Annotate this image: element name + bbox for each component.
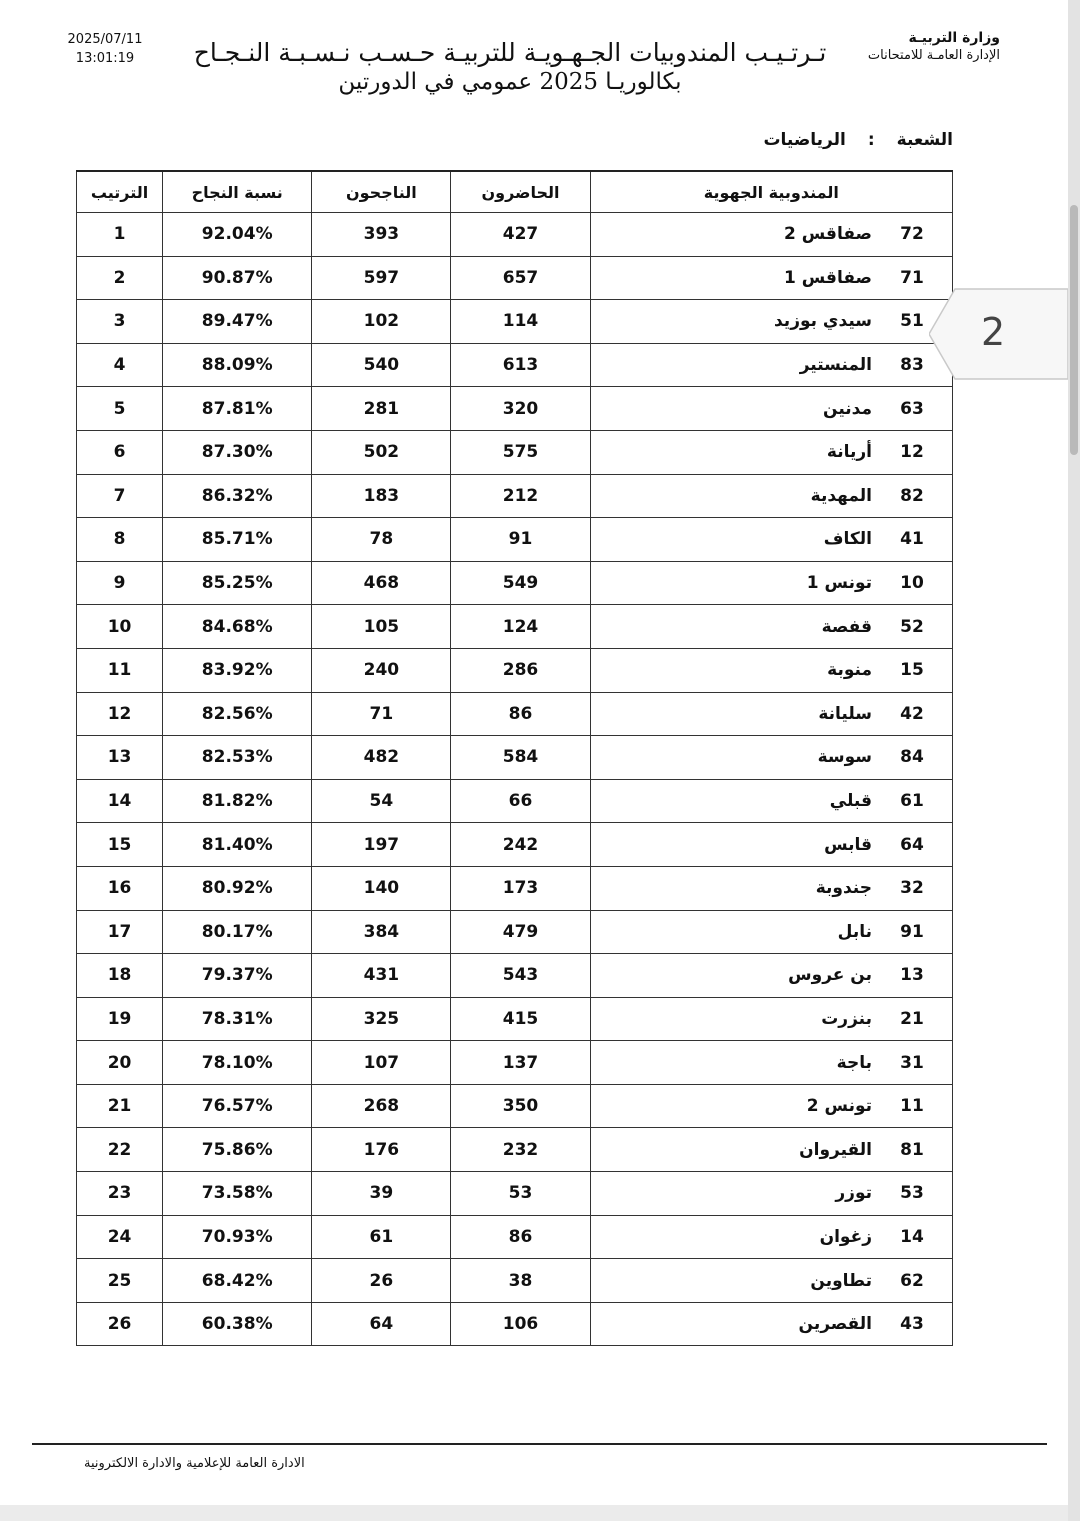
cell-region — [590, 736, 952, 780]
cell-present: 137 — [451, 1041, 590, 1085]
cell-present: 66 — [451, 779, 590, 823]
cell-region — [590, 823, 952, 867]
region-code: 62 — [900, 1270, 924, 1291]
cell-present: 584 — [451, 736, 590, 780]
region-name: المهدية — [810, 485, 872, 506]
cell-present: 173 — [451, 866, 590, 910]
table-row — [77, 1259, 953, 1303]
region-name: قابس — [824, 834, 872, 855]
cell-rank: 20 — [77, 1041, 163, 1085]
region-name: مدنين — [823, 398, 872, 419]
table-row — [77, 1215, 953, 1259]
region-name: منوبة — [827, 660, 872, 681]
cell-passed: 54 — [312, 779, 451, 823]
cell-passed: 102 — [312, 300, 451, 344]
scrollbar-thumb[interactable] — [1070, 205, 1078, 455]
table-row — [77, 736, 953, 780]
cell-rate: 90.87% — [163, 256, 312, 300]
table-row — [77, 1128, 953, 1172]
print-datetime — [60, 30, 150, 68]
region-code: 31 — [900, 1052, 924, 1073]
cell-region — [590, 692, 952, 736]
print-time: 13:01:19 — [75, 51, 135, 66]
region-name: القصرين — [798, 1314, 872, 1335]
cell-passed: 176 — [312, 1128, 451, 1172]
cell-rate: 81.40% — [163, 823, 312, 867]
cell-rank: 24 — [77, 1215, 163, 1259]
region-name: زغوان — [819, 1226, 872, 1247]
results-table — [76, 170, 953, 1346]
cell-passed: 140 — [312, 866, 451, 910]
cell-passed: 384 — [312, 910, 451, 954]
cell-rate: 82.53% — [163, 736, 312, 780]
table-row — [77, 430, 953, 474]
cell-rate: 89.47% — [163, 300, 312, 344]
cell-passed: 105 — [312, 605, 451, 649]
cell-present: 543 — [451, 954, 590, 998]
cell-rate: 76.57% — [163, 1084, 312, 1128]
region-name: بنزرت — [821, 1008, 872, 1029]
cell-passed: 468 — [312, 561, 451, 605]
cell-region — [590, 518, 952, 562]
cell-rate: 75.86% — [163, 1128, 312, 1172]
region-name: تونس 2 — [806, 1096, 872, 1117]
page-number: 2 — [981, 310, 1006, 354]
cell-present: 212 — [451, 474, 590, 518]
cell-rank: 15 — [77, 823, 163, 867]
cell-present: 320 — [451, 387, 590, 431]
cell-region — [590, 1259, 952, 1303]
table-row — [77, 605, 953, 649]
region-code: 32 — [900, 878, 924, 899]
cell-present: 53 — [451, 1172, 590, 1216]
region-name: المنستير — [799, 355, 872, 376]
cell-region — [590, 256, 952, 300]
region-name: قفصة — [821, 616, 872, 637]
region-code: 15 — [900, 660, 924, 681]
print-date: 2025/07/11 — [67, 32, 143, 47]
region-name: توزر — [835, 1183, 872, 1204]
cell-region — [590, 779, 952, 823]
cell-passed: 482 — [312, 736, 451, 780]
cell-rate: 68.42% — [163, 1259, 312, 1303]
region-name: نابل — [837, 921, 872, 942]
cell-region — [590, 605, 952, 649]
cell-passed: 281 — [312, 387, 451, 431]
cell-rank: 14 — [77, 779, 163, 823]
cell-region — [590, 1128, 952, 1172]
cell-rank: 4 — [77, 343, 163, 387]
cell-present: 350 — [451, 1084, 590, 1128]
region-code: 42 — [900, 703, 924, 724]
region-code: 21 — [900, 1008, 924, 1029]
cell-rate: 87.30% — [163, 430, 312, 474]
region-code: 11 — [900, 1096, 924, 1117]
table-row — [77, 823, 953, 867]
cell-rank: 23 — [77, 1172, 163, 1216]
cell-rank: 21 — [77, 1084, 163, 1128]
cell-rate: 78.31% — [163, 997, 312, 1041]
region-code: 41 — [900, 529, 924, 550]
table-row — [77, 213, 953, 257]
cell-region — [590, 1215, 952, 1259]
cell-present: 575 — [451, 430, 590, 474]
region-code: 52 — [900, 616, 924, 637]
region-code: 63 — [900, 398, 924, 419]
cell-rank: 2 — [77, 256, 163, 300]
table-row — [77, 518, 953, 562]
region-name: جندوبة — [815, 878, 872, 899]
cell-passed: 64 — [312, 1302, 451, 1346]
cell-present: 657 — [451, 256, 590, 300]
directorate-name: الإدارة العامـة للامتحانات — [867, 48, 1000, 63]
header-present: الحاضرون — [451, 171, 590, 213]
region-code: 81 — [900, 1139, 924, 1160]
cell-region — [590, 1172, 952, 1216]
cell-region — [590, 910, 952, 954]
cell-rank: 5 — [77, 387, 163, 431]
cell-rate: 86.32% — [163, 474, 312, 518]
cell-region — [590, 213, 952, 257]
cell-passed: 240 — [312, 648, 451, 692]
cell-rank: 7 — [77, 474, 163, 518]
cell-rank: 3 — [77, 300, 163, 344]
region-name: باجة — [836, 1052, 872, 1073]
table-row — [77, 779, 953, 823]
cell-present: 415 — [451, 997, 590, 1041]
cell-region — [590, 561, 952, 605]
cell-passed: 540 — [312, 343, 451, 387]
cell-rate: 88.09% — [163, 343, 312, 387]
cell-rank: 6 — [77, 430, 163, 474]
cell-passed: 26 — [312, 1259, 451, 1303]
region-code: 13 — [900, 965, 924, 986]
region-code: 51 — [900, 311, 924, 332]
cell-rank: 17 — [77, 910, 163, 954]
table-row — [77, 300, 953, 344]
cell-present: 613 — [451, 343, 590, 387]
cell-passed: 502 — [312, 430, 451, 474]
table-row — [77, 343, 953, 387]
cell-rate: 92.04% — [163, 213, 312, 257]
cell-rate: 70.93% — [163, 1215, 312, 1259]
cell-rank: 13 — [77, 736, 163, 780]
ministry-name: وزارة التربيـة — [908, 30, 1000, 46]
cell-present: 232 — [451, 1128, 590, 1172]
region-code: 71 — [900, 267, 924, 288]
region-name: أريانة — [826, 442, 872, 463]
cell-passed: 183 — [312, 474, 451, 518]
region-name: صفاقس 1 — [784, 267, 872, 288]
region-code: 91 — [900, 921, 924, 942]
table-row — [77, 1302, 953, 1346]
region-code: 61 — [900, 791, 924, 812]
region-name: سليانة — [818, 703, 872, 724]
cell-present: 242 — [451, 823, 590, 867]
cell-passed: 268 — [312, 1084, 451, 1128]
region-code: 64 — [900, 834, 924, 855]
cell-rank: 9 — [77, 561, 163, 605]
cell-passed: 197 — [312, 823, 451, 867]
cell-passed: 325 — [312, 997, 451, 1041]
branch-value: الرياضيات — [763, 130, 846, 150]
ministry-header — [868, 30, 1000, 63]
cell-region — [590, 954, 952, 998]
region-name: قبلي — [829, 791, 872, 812]
table-row — [77, 1172, 953, 1216]
cell-region — [590, 1041, 952, 1085]
region-name: سيدي بوزيد — [773, 311, 872, 332]
table-row — [77, 1084, 953, 1128]
cell-rank: 11 — [77, 648, 163, 692]
region-name: تطاوين — [810, 1270, 872, 1291]
cell-present: 286 — [451, 648, 590, 692]
table-row — [77, 561, 953, 605]
cell-rank: 18 — [77, 954, 163, 998]
cell-present: 91 — [451, 518, 590, 562]
footer-divider — [32, 1443, 1047, 1445]
cell-rate: 84.68% — [163, 605, 312, 649]
cell-present: 86 — [451, 692, 590, 736]
cell-present: 86 — [451, 1215, 590, 1259]
branch-colon: : — [867, 130, 875, 150]
cell-rate: 85.25% — [163, 561, 312, 605]
cell-passed: 39 — [312, 1172, 451, 1216]
cell-rank: 16 — [77, 866, 163, 910]
cell-rate: 78.10% — [163, 1041, 312, 1085]
cell-rank: 19 — [77, 997, 163, 1041]
cell-rate: 81.82% — [163, 779, 312, 823]
region-code: 83 — [900, 355, 924, 376]
region-code: 43 — [900, 1314, 924, 1335]
document-title: تـرتـيـب المندوبيات الجـهـويـة للتربيـة حـسـب نـسـبـة النـجـاح — [193, 38, 827, 67]
cell-present: 124 — [451, 605, 590, 649]
cell-rate: 87.81% — [163, 387, 312, 431]
region-name: سوسة — [817, 747, 872, 768]
cell-region — [590, 1084, 952, 1128]
cell-rank: 12 — [77, 692, 163, 736]
scrollbar-track[interactable] — [1068, 0, 1080, 1521]
page-indicator-tab[interactable] — [929, 288, 1069, 380]
region-code: 82 — [900, 485, 924, 506]
region-code: 14 — [900, 1226, 924, 1247]
cell-region — [590, 648, 952, 692]
cell-rank: 25 — [77, 1259, 163, 1303]
cell-rank: 22 — [77, 1128, 163, 1172]
cell-present: 479 — [451, 910, 590, 954]
region-name: صفاقس 2 — [784, 224, 872, 245]
cell-present: 427 — [451, 213, 590, 257]
branch-label: الشعبة — [896, 130, 953, 150]
cell-rank: 1 — [77, 213, 163, 257]
cell-rate: 83.92% — [163, 648, 312, 692]
cell-passed: 61 — [312, 1215, 451, 1259]
table-row — [77, 256, 953, 300]
cell-region — [590, 866, 952, 910]
cell-region — [590, 430, 952, 474]
cell-passed: 71 — [312, 692, 451, 736]
region-code: 72 — [900, 224, 924, 245]
cell-region — [590, 1302, 952, 1346]
header-rank: الترتيب — [77, 171, 163, 213]
region-name: بن عروس — [788, 965, 872, 986]
branch-line — [763, 130, 953, 150]
region-code: 53 — [900, 1183, 924, 1204]
cell-rate: 82.56% — [163, 692, 312, 736]
header-passed: الناجحون — [312, 171, 451, 213]
cell-passed: 393 — [312, 213, 451, 257]
cell-rate: 73.58% — [163, 1172, 312, 1216]
footer-text: الادارة العامة للإعلامية والادارة الالكترونية — [84, 1456, 305, 1471]
table-body — [77, 213, 953, 1346]
header-region: المندوبية الجهوية — [590, 171, 952, 213]
cell-passed: 78 — [312, 518, 451, 562]
region-name: تونس 1 — [806, 573, 872, 594]
table-header-row — [77, 171, 953, 213]
cell-rank: 8 — [77, 518, 163, 562]
table-row — [77, 866, 953, 910]
cell-passed: 107 — [312, 1041, 451, 1085]
cell-region — [590, 300, 952, 344]
cell-rank: 26 — [77, 1302, 163, 1346]
table-row — [77, 910, 953, 954]
cell-rank: 10 — [77, 605, 163, 649]
region-code: 84 — [900, 747, 924, 768]
table-row — [77, 648, 953, 692]
cell-rate: 60.38% — [163, 1302, 312, 1346]
table-row — [77, 474, 953, 518]
table-row — [77, 1041, 953, 1085]
region-name: القيروان — [799, 1139, 872, 1160]
cell-region — [590, 343, 952, 387]
cell-region — [590, 997, 952, 1041]
cell-passed: 431 — [312, 954, 451, 998]
region-code: 12 — [900, 442, 924, 463]
cell-present: 38 — [451, 1259, 590, 1303]
cell-region — [590, 474, 952, 518]
table-row — [77, 387, 953, 431]
table-row — [77, 954, 953, 998]
cell-passed: 597 — [312, 256, 451, 300]
cell-rate: 80.17% — [163, 910, 312, 954]
cell-present: 549 — [451, 561, 590, 605]
cell-present: 114 — [451, 300, 590, 344]
table-row — [77, 997, 953, 1041]
region-code: 10 — [900, 573, 924, 594]
region-name: الكاف — [823, 529, 872, 550]
table-row — [77, 692, 953, 736]
cell-present: 106 — [451, 1302, 590, 1346]
document-subtitle: بكالوريـا 2025 عمومي في الدورتين — [338, 69, 682, 95]
cell-rate: 85.71% — [163, 518, 312, 562]
cell-rate: 80.92% — [163, 866, 312, 910]
cell-region — [590, 387, 952, 431]
cell-rate: 79.37% — [163, 954, 312, 998]
header-rate: نسبة النجاح — [163, 171, 312, 213]
